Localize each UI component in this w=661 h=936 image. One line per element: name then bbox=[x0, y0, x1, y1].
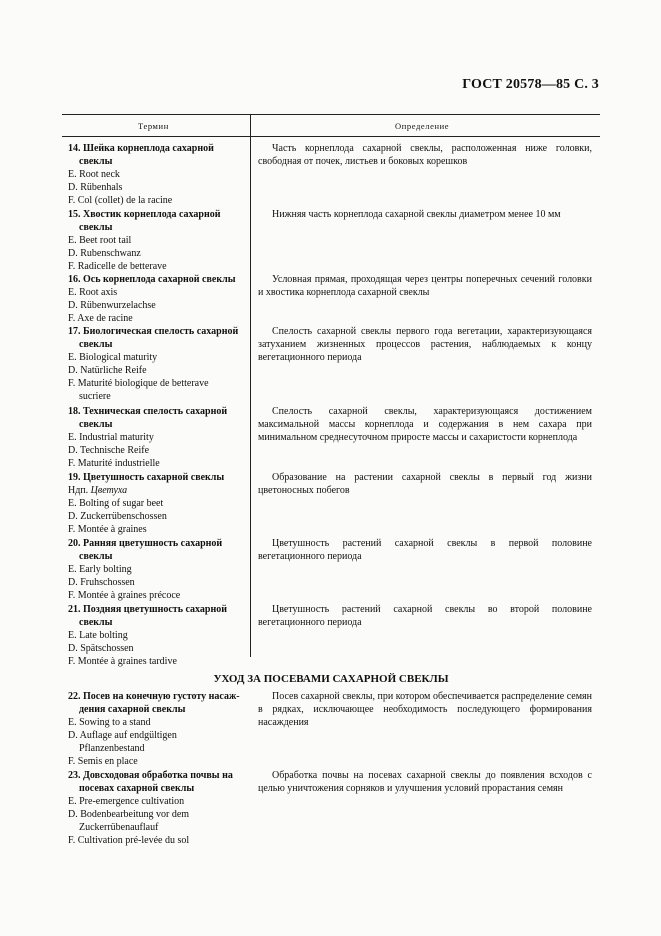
definition-20: Цветушность растений сахарной свеклы в первой половине вегетационного периода bbox=[258, 538, 592, 562]
term-translation-de: D. Rübenwurzelachse bbox=[68, 300, 156, 311]
term-entry-18 bbox=[68, 405, 246, 470]
term-translation-de: D. Rubenschwanz bbox=[68, 248, 141, 259]
term-title: свеклы bbox=[79, 551, 113, 562]
term-translation-fr: F. Cultivation pré-levée du sol bbox=[68, 835, 190, 846]
table-header-rule bbox=[62, 136, 600, 137]
column-header-definition: Определение bbox=[395, 121, 450, 131]
page-header: ГОСТ 20578—85 С. 3 bbox=[462, 77, 599, 92]
term-alt bbox=[68, 484, 246, 497]
term-translation-en: E. Pre-emergence cultivation bbox=[68, 796, 185, 807]
term-alt-prefix: Ндп. bbox=[68, 485, 89, 496]
term-title: 20. Ранняя цветушность сахарной bbox=[68, 538, 223, 549]
term-translation-en: E. Industrial maturity bbox=[68, 432, 154, 443]
term-title: посевах сахарной свеклы bbox=[79, 783, 195, 794]
term-entry-14 bbox=[68, 142, 246, 207]
table-column-divider bbox=[250, 114, 251, 657]
term-translation-en: E. Root neck bbox=[68, 169, 120, 180]
term-translation-en: E. Sowing to a stand bbox=[68, 717, 151, 728]
term-translation-fr: F. Radicelle de betterave bbox=[68, 261, 167, 272]
term-entry-19 bbox=[68, 471, 246, 536]
term-title: 19. Цветушность сахарной свеклы bbox=[68, 472, 225, 483]
term-title: 18. Техническая спелость сахарной bbox=[68, 406, 228, 417]
term-translation-de: D. Zuckerrübenschossen bbox=[68, 511, 167, 522]
definition-19: Образование на растении сахарной свеклы в первый год жизни цветоносных побегов bbox=[258, 472, 592, 496]
term-translation-de-cont: Pflanzenbestand bbox=[79, 743, 145, 754]
term-translation-de: D. Natürliche Reife bbox=[68, 365, 147, 376]
term-translation-fr: F. Maturité biologique de betterave bbox=[68, 378, 209, 389]
term-title: дения сахарной свеклы bbox=[79, 704, 186, 715]
term-translation-en: E. Bolting of sugar beet bbox=[68, 498, 164, 509]
term-translation-fr: F. Semis en place bbox=[68, 756, 138, 767]
definition-21: Цветушность растений сахарной свеклы во второй половине вегетационного периода bbox=[258, 604, 592, 628]
term-translation-fr: F. Axe de racine bbox=[68, 313, 133, 324]
table-top-rule bbox=[62, 114, 600, 115]
term-translation-fr: F. Col (collet) de la racine bbox=[68, 195, 173, 206]
column-header-term: Термин bbox=[138, 121, 169, 131]
term-title: 16. Ось корнеплода сахарной свеклы bbox=[68, 274, 236, 285]
section-title: УХОД ЗА ПОСЕВАМИ САХАРНОЙ СВЕКЛЫ bbox=[213, 673, 449, 685]
term-title: 15. Хвостик корнеплода сахарной bbox=[68, 209, 221, 220]
definition-23: Обработка почвы на посевах сахарной свеклы до появления всходов с целью уничтожения сорняков и улучшения условий прорастания семян bbox=[258, 770, 592, 794]
term-entry-17 bbox=[68, 325, 246, 403]
term-entry-22 bbox=[68, 690, 246, 768]
definition-15: Нижняя часть корнеплода сахарной свеклы диаметром менее 10 мм bbox=[272, 209, 561, 220]
definition-14: Часть корнеплода сахарной свеклы, расположенная ниже головки, свободная от почек, листьев и боковых корешков bbox=[258, 143, 592, 167]
term-alt-word: Цветуха bbox=[90, 485, 128, 496]
term-translation-fr: F. Montée à graines précoce bbox=[68, 590, 181, 601]
term-translation-de: D. Fruhschossen bbox=[68, 577, 135, 588]
term-title: свеклы bbox=[79, 222, 113, 233]
definition-17: Спелость сахарной свеклы первого года вегетации, характеризующаяся затуханием жизненных процессов растения, наблюдаемых к концу вегетационного периода bbox=[258, 326, 592, 363]
term-title: 22. Посев на конечную густоту насаж- bbox=[68, 691, 240, 702]
term-translation-de: D. Technische Reife bbox=[68, 445, 150, 456]
term-translation-en: E. Early bolting bbox=[68, 564, 132, 575]
term-title: 23. Довсходовая обработка почвы на bbox=[68, 770, 233, 781]
term-translation-fr: F. Maturité industrielle bbox=[68, 458, 160, 469]
definition-18: Спелость сахарной свеклы, характеризующаяся достижением максимальной массы корнеплода и содержания в нем сахара при минимальном среднесуточном приросте массы и сахаристости корнеплода bbox=[258, 406, 592, 443]
term-title: 17. Биологическая спелость сахарной bbox=[68, 326, 239, 337]
term-entry-20 bbox=[68, 537, 246, 602]
term-title: свеклы bbox=[79, 339, 113, 350]
term-translation-de: D. Bodenbearbeitung vor dem bbox=[68, 809, 190, 820]
term-translation-en: E. Root axis bbox=[68, 287, 118, 298]
term-entry-15 bbox=[68, 208, 246, 273]
term-translation-fr: F. Montée à graines tardive bbox=[68, 656, 177, 667]
term-entry-23 bbox=[68, 769, 246, 847]
term-title: 14. Шейка корнеплода сахарной bbox=[68, 143, 214, 154]
term-translation-de: D. Auflage auf endgültigen bbox=[68, 730, 177, 741]
term-translation-de: D. Rübenhals bbox=[68, 182, 123, 193]
term-entry-21 bbox=[68, 603, 246, 668]
definition-22: Посев сахарной свеклы, при котором обеспечивается распределение семян в рядках, исключающее необходимость последующего формирования насаждения bbox=[258, 691, 592, 728]
term-translation-de-cont: Zuckerrübenauflauf bbox=[79, 822, 159, 833]
term-title: свеклы bbox=[79, 419, 113, 430]
term-title: свеклы bbox=[79, 156, 113, 167]
term-translation-de: D. Spätschossen bbox=[68, 643, 134, 654]
definition-16: Условная прямая, проходящая через центры поперечных сечений головки и хвостика корнеплода сахарной свеклы bbox=[258, 274, 592, 298]
term-entry-16 bbox=[68, 273, 246, 325]
term-title: 21. Поздняя цветушность сахарной bbox=[68, 604, 227, 615]
term-translation-fr-cont: sucriere bbox=[79, 391, 111, 402]
term-translation-en: E. Biological maturity bbox=[68, 352, 158, 363]
term-title: свеклы bbox=[79, 617, 113, 628]
term-translation-en: E. Late bolting bbox=[68, 630, 128, 641]
term-translation-en: E. Beet root tail bbox=[68, 235, 132, 246]
term-translation-fr: F. Montée à graines bbox=[68, 524, 147, 535]
